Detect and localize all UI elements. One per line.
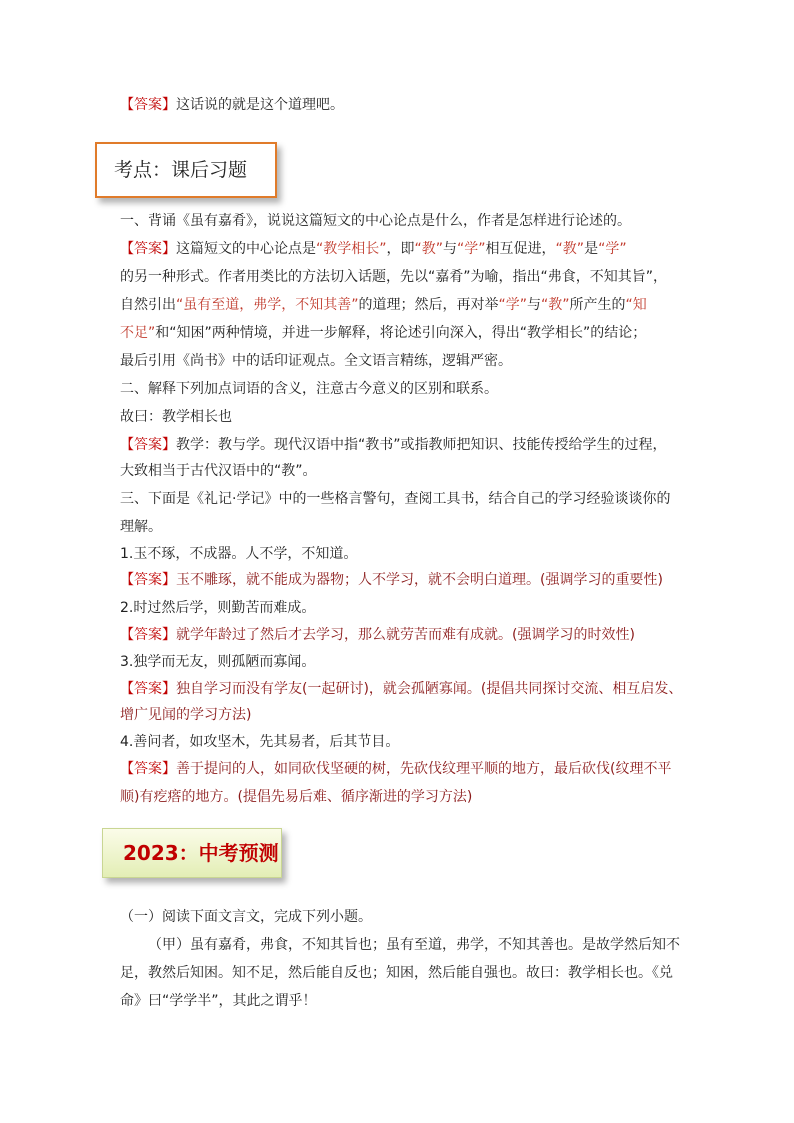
answer-text: 这话说的就是这个道理吧。	[176, 97, 344, 113]
answer-quote: “教学相长”	[316, 241, 387, 257]
answer-text: 与	[527, 297, 542, 313]
reading-instruction: （一）阅读下面文言文，完成下列小题。	[120, 909, 372, 925]
q3-item-3: 3.独学而无友，则孤陋而寡闻。	[120, 654, 316, 670]
answer-text: 是	[584, 241, 599, 257]
answer-text: 教学：教与学。现代汉语中指“教书”或指教师把知识、技能传授给学生的过程，	[176, 437, 667, 453]
answer-text: 所产生的	[569, 297, 626, 313]
answer-quote: “教”	[414, 241, 444, 257]
q3-item-4: 4.善问者，如攻坚木，先其易者，后其节目。	[120, 734, 400, 750]
q3-item-2-answer	[120, 626, 686, 644]
q3-item-1-answer	[120, 571, 686, 589]
answer-text: 的道理；然后，再对举	[358, 297, 499, 313]
answer-tag: 【答案】	[120, 437, 176, 453]
answer-text: 和“知困”两种情境，并进一步解释，将论述引向深入，得出“教学相长”的结论；	[155, 325, 647, 341]
passage-line-2: 足，教然后知困。知不足，然后能自反也；知困，然后能自强也。故曰：教学相长也。《兑	[120, 965, 673, 981]
answer-1-line-4	[120, 324, 686, 342]
answer-1-line-5: 最后引用《尚书》中的话印证观点。全文语言精练，逻辑严密。	[120, 353, 512, 369]
answer-tag: 【答案】	[120, 572, 176, 588]
answer-tag: 【答案】	[120, 761, 176, 777]
answer-text: 善于提问的人，如同砍伐坚硬的树，先砍伐纹理平顺的地方，最后砍伐(纹理不平	[176, 761, 672, 777]
question-3-line-2: 理解。	[120, 519, 162, 535]
passage-line-1: （甲）虽有嘉肴，弗食，不知其旨也；虽有至道，弗学，不知其善也。是故学然后知不	[148, 937, 680, 953]
answer-quote: “教”	[541, 297, 570, 313]
answer-tag: 【答案】	[120, 627, 176, 643]
question-2: 二、解释下列加点词语的含义，注意古今意义的区别和联系。	[120, 381, 498, 397]
answer-quote: “学”	[598, 241, 627, 257]
answer-quote: “虽有至道，弗学，不知其善”	[176, 297, 359, 313]
answer-1-line-1	[120, 240, 686, 258]
answer-tag: 【答案】	[120, 97, 176, 113]
answer-text: 与	[443, 241, 458, 257]
answer-quote: “学”	[457, 241, 486, 257]
q3-item-2: 2.时过然后学，则勤苦而难成。	[120, 600, 316, 616]
top-answer	[120, 96, 686, 114]
answer-1-line-2: 的另一种形式。作者用类比的方法切入话题，先以“嘉肴”为喻，指出“弗食，不知其旨”，	[120, 269, 668, 285]
section-title: 考点：课后习题	[114, 159, 248, 181]
answer-text: 独自学习而没有学友(一起研讨)，就会孤陋寡闻。(提倡共同探讨交流、相互启发、	[176, 681, 683, 697]
answer-2-line-2: 大致相当于古代汉语中的“教”。	[120, 463, 317, 479]
answer-text: 就学年龄过了然后才去学习，那么就劳苦而难有成就。(强调学习的时效性)	[176, 627, 635, 643]
answer-2-line-1	[120, 436, 686, 454]
answer-text: 自然引出	[120, 297, 176, 313]
question-1: 一、背诵《虽有嘉肴》，说说这篇短文的中心论点是什么，作者是怎样进行论述的。	[120, 213, 631, 229]
answer-text: 玉不雕琢，就不能成为器物；人不学习，就不会明白道理。(强调学习的重要性)	[176, 572, 663, 588]
q3-item-4-answer-2: 顺)有疙瘩的地方。(提倡先易后难、循序渐进的学习方法)	[120, 789, 473, 805]
answer-tag: 【答案】	[120, 681, 176, 697]
answer-text: 这篇短文的中心论点是	[176, 241, 316, 257]
q3-item-3-answer-1	[120, 680, 686, 698]
q3-item-3-answer-2: 增广见闻的学习方法)	[120, 707, 252, 723]
section-header-prediction	[102, 828, 282, 878]
answer-text: ，即	[386, 241, 415, 257]
answer-quote: 不足”	[120, 325, 156, 341]
q3-item-1: 1.玉不琢，不成器。人不学，不知道。	[120, 546, 358, 562]
passage-line-3: 命》曰“学学半”，其此之谓乎！	[120, 993, 317, 1009]
answer-quote: “教”	[555, 241, 585, 257]
answer-text: 相互促进，	[485, 241, 556, 257]
answer-tag: 【答案】	[120, 241, 176, 257]
q3-item-4-answer-1	[120, 760, 686, 778]
question-2-sentence: 故曰：教学相长也	[120, 409, 232, 425]
section-header-kaodian	[95, 142, 277, 198]
question-3-line-1: 三、下面是《礼记·学记》中的一些格言警句，查阅工具书，结合自己的学习经验谈谈你的	[120, 491, 671, 507]
answer-quote: “知	[625, 297, 647, 313]
answer-quote: “学”	[498, 297, 528, 313]
answer-1-line-3	[120, 296, 686, 314]
section-title: 2023：中考预测	[123, 841, 279, 865]
